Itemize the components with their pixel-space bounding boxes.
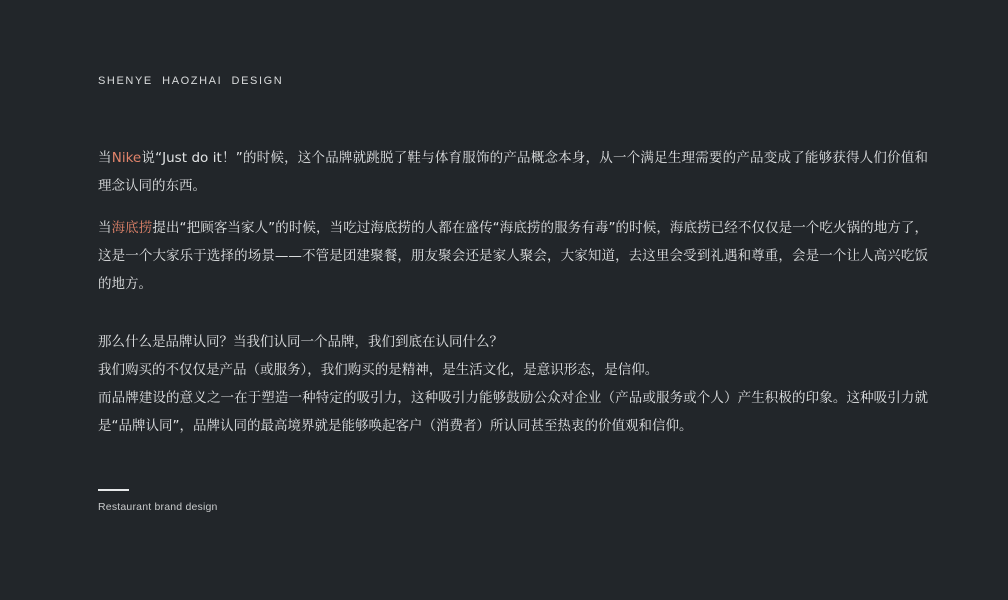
- footer-divider: [98, 489, 129, 491]
- paragraph-haidilao-rest: 提出“把顾客当家人”的时候，当吃过海底捞的人都在盛传“海底捞的服务有毒”的时候，海底捞已经不仅仅是一个吃火锅的地方了，这是一个大家乐于选择的场景——不管是团建聚餐，朋友聚会还是家人聚会，大家知道，去这里会受到礼遇和尊重，会是一个让人高兴吃饭的地方。: [98, 220, 929, 292]
- paragraph-nike-lead: 当: [98, 150, 112, 166]
- paragraph-brand-identity: [98, 328, 928, 440]
- paragraph-haidilao-highlight: 海底捞: [111, 220, 153, 236]
- paragraph-nike-highlight: Nike: [111, 150, 142, 166]
- brand-header: SHENYE HAOZHAI DESIGN: [98, 75, 284, 87]
- paragraph-nike-rest: 说“Just do it！”的时候，这个品牌就跳脱了鞋与体育服饰的产品概念本身，从一个满足生理需要的产品变成了能够获得人们价值和理念认同的东西。: [98, 150, 929, 194]
- paragraph-nike: [98, 144, 928, 200]
- paragraph-line: 我们购买的不仅仅是产品（或服务），我们购买的是精神，是生活文化，是意识形态，是信仰。: [98, 362, 659, 378]
- footer-caption: Restaurant brand design: [98, 501, 218, 513]
- paragraph-line: 那么什么是品牌认同？当我们认同一个品牌，我们到底在认同什么？: [98, 334, 503, 350]
- paragraph-haidilao: [98, 214, 928, 298]
- paragraph-line: 而品牌建设的意义之一在于塑造一种特定的吸引力，这种吸引力能够鼓励公众对企业（产品或服务或个人）产生积极的印象。这种吸引力就是“品牌认同”，品牌认同的最高境界就是能够唤起客户（消费者）所认同甚至热衷的价值观和信仰。: [98, 390, 928, 434]
- paragraph-haidilao-lead: 当: [98, 220, 112, 236]
